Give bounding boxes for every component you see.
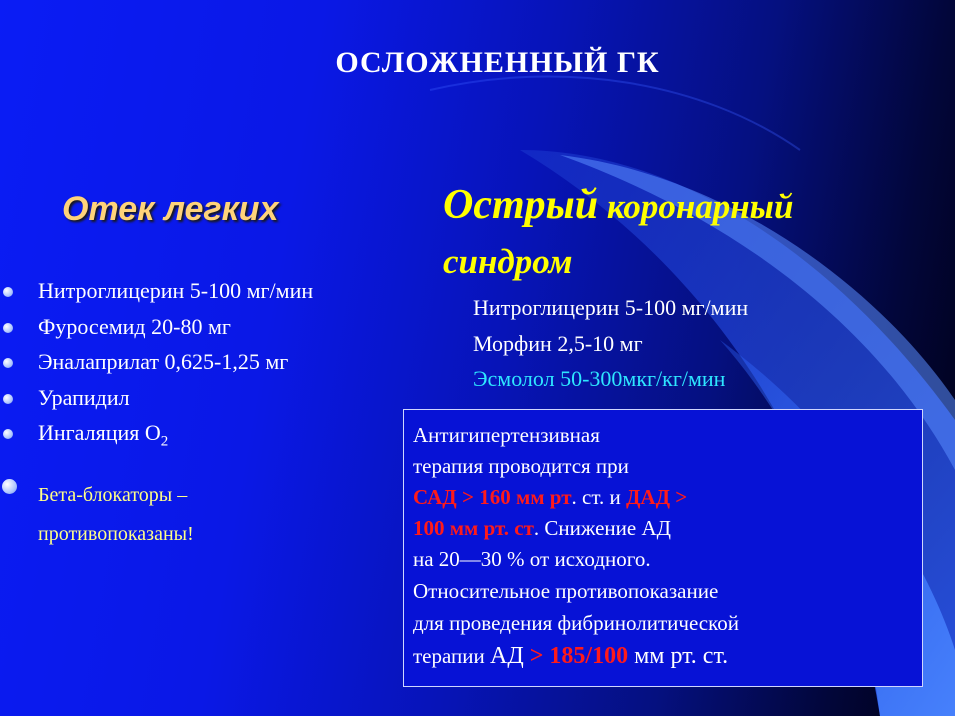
bullet-icon <box>3 358 13 368</box>
box-line2: терапия проводится при <box>413 454 629 478</box>
list-item-esmolol: Эсмолол 50-300мкг/кг/мин <box>473 366 726 391</box>
list-item: Нитроглицерин 5-100 мг/мин <box>0 274 313 310</box>
bullet-icon <box>3 429 13 439</box>
right-heading-word3: синдром <box>443 242 573 281</box>
beta-line1: Бета-блокаторы – <box>38 484 188 506</box>
box-line8: терапии АД > 185/100 мм рт. ст. <box>413 643 729 669</box>
box-line4: 100 мм рт. ст. Снижение АД <box>413 516 671 540</box>
left-heading: Отек легких <box>62 190 279 228</box>
list-item: Урапидил <box>0 381 313 417</box>
list-item: Морфин 2,5-10 мг <box>473 330 643 356</box>
bullet-icon <box>3 287 13 297</box>
list-item: Нитроглицерин 5-100 мг/мин <box>473 295 749 320</box>
right-heading <box>443 178 913 289</box>
right-heading-word1: Острый <box>443 182 599 228</box>
left-list <box>0 274 313 452</box>
beta-line2: противопоказаны! <box>38 523 194 545</box>
box-line7: для проведения фибринолитической <box>413 611 740 635</box>
box-line1: Антигипертензивная <box>413 423 600 447</box>
bullet-icon <box>3 323 13 333</box>
box-line3: САД > 160 мм рт. ст. и ДАД > <box>413 485 688 509</box>
info-box <box>403 409 923 687</box>
bullet-icon <box>2 479 17 494</box>
list-item: Фуросемид 20-80 мг <box>0 310 313 346</box>
list-item: Ингаляция $O_2$ <box>0 416 313 452</box>
bullet-icon <box>3 394 13 404</box>
list-item: Эналаприлат 0,625-1,25 мг <box>0 345 313 381</box>
right-list <box>473 290 748 397</box>
subscript-2: 2 <box>160 433 169 450</box>
box-line6: Относительное противопоказание <box>413 579 719 603</box>
slide-title: ОСЛОЖНЕННЫЙ ГК <box>335 46 660 79</box>
right-heading-word2: коронарный <box>606 187 794 226</box>
box-line5: на 20—30 % от исходного. <box>413 547 651 571</box>
